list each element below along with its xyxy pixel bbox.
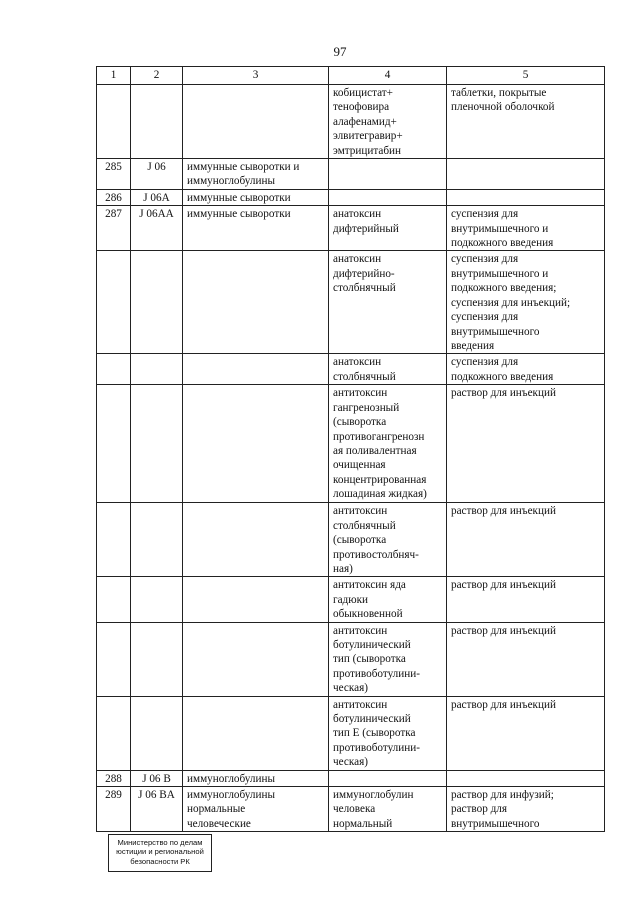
table-row [97, 770, 605, 786]
row-number-cell [97, 696, 131, 770]
dosage-form-cell [447, 770, 605, 786]
row-number-cell: 286 [97, 189, 131, 205]
dosage-form-cell: суспензия для внутримышечного и подкожного введения [447, 206, 605, 251]
dosage-form-cell: суспензия для подкожного введения [447, 354, 605, 385]
atc-group-cell [183, 251, 329, 354]
row-number-cell [97, 385, 131, 503]
atc-code-cell: J 06 BA [131, 787, 183, 832]
dosage-form-cell: раствор для инъекций [447, 503, 605, 577]
table-row [97, 622, 605, 696]
atc-code-cell: J 06A [131, 189, 183, 205]
table-row [97, 206, 605, 251]
table-row [97, 787, 605, 832]
drug-name-cell [329, 189, 447, 205]
drug-name-cell: иммуноглобулин человека нормальный [329, 787, 447, 832]
atc-group-cell [183, 354, 329, 385]
row-number-cell [97, 577, 131, 622]
column-header: 3 [183, 67, 329, 85]
atc-group-cell [183, 622, 329, 696]
table-row [97, 385, 605, 503]
atc-group-cell: иммуноглобулины [183, 770, 329, 786]
table-row [97, 189, 605, 205]
atc-code-cell: J 06 [131, 159, 183, 190]
dosage-form-cell [447, 189, 605, 205]
column-header: 1 [97, 67, 131, 85]
atc-code-cell [131, 85, 183, 159]
atc-code-cell [131, 385, 183, 503]
atc-group-cell [183, 385, 329, 503]
table-row [97, 85, 605, 159]
row-number-cell: 289 [97, 787, 131, 832]
table-row [97, 577, 605, 622]
row-number-cell [97, 622, 131, 696]
dosage-form-cell: раствор для инъекций [447, 622, 605, 696]
atc-code-cell [131, 622, 183, 696]
dosage-form-cell: таблетки, покрытые пленочной оболочкой [447, 85, 605, 159]
atc-group-cell: иммунные сыворотки [183, 189, 329, 205]
atc-code-cell [131, 354, 183, 385]
column-header: 4 [329, 67, 447, 85]
dosage-form-cell [447, 159, 605, 190]
dosage-form-cell: раствор для инъекций [447, 385, 605, 503]
table-row [97, 696, 605, 770]
drug-name-cell: анатоксин дифтерийно- столбнячный [329, 251, 447, 354]
table-header-row [97, 67, 605, 85]
column-header: 2 [131, 67, 183, 85]
drug-name-cell: кобицистат+ тенофовира алафенамид+ элвитегравир+ эмтрицитабин [329, 85, 447, 159]
dosage-form-cell: раствор для инъекций [447, 577, 605, 622]
drug-name-cell: антитоксин ботулинический тип Е (сыворотка противоботулини- ческая) [329, 696, 447, 770]
table-row [97, 354, 605, 385]
atc-code-cell [131, 251, 183, 354]
drug-name-cell [329, 159, 447, 190]
row-number-cell [97, 251, 131, 354]
drug-name-cell: антитоксин ботулинический тип (сыворотка противоботулини- ческая) [329, 622, 447, 696]
atc-code-cell: J 06AA [131, 206, 183, 251]
atc-code-cell [131, 503, 183, 577]
atc-group-cell [183, 577, 329, 622]
drug-name-cell: анатоксин дифтерийный [329, 206, 447, 251]
dosage-form-cell: раствор для инъекций [447, 696, 605, 770]
column-header: 5 [447, 67, 605, 85]
atc-group-cell [183, 85, 329, 159]
atc-code-cell: J 06 B [131, 770, 183, 786]
drug-name-cell: антитоксин столбнячный (сыворотка противостолбняч- ная) [329, 503, 447, 577]
table-row [97, 159, 605, 190]
dosage-form-cell: суспензия для внутримышечного и подкожного введения; суспензия для инъекций; суспензия для внутримышечного введения [447, 251, 605, 354]
row-number-cell [97, 85, 131, 159]
drug-register-table [96, 66, 605, 832]
atc-code-cell [131, 696, 183, 770]
ministry-stamp: Министерство по делам юстиции и региональной безопасности РК [108, 834, 212, 872]
atc-group-cell: иммуноглобулины нормальные человеческие [183, 787, 329, 832]
dosage-form-cell: раствор для инфузий; раствор для внутримышечного [447, 787, 605, 832]
table-row [97, 251, 605, 354]
atc-group-cell: иммунные сыворотки и иммуноглобулины [183, 159, 329, 190]
drug-name-cell: антитоксин яда гадюки обыкновенной [329, 577, 447, 622]
drug-name-cell: антитоксин гангренозный (сыворотка противогангренозн ая поливалентная очищенная концентрированная лошадиная жидкая) [329, 385, 447, 503]
atc-code-cell [131, 577, 183, 622]
row-number-cell [97, 354, 131, 385]
row-number-cell: 288 [97, 770, 131, 786]
atc-group-cell: иммунные сыворотки [183, 206, 329, 251]
row-number-cell: 287 [97, 206, 131, 251]
drug-name-cell: анатоксин столбнячный [329, 354, 447, 385]
row-number-cell: 285 [97, 159, 131, 190]
page-number: 97 [333, 44, 347, 59]
table-row [97, 503, 605, 577]
row-number-cell [97, 503, 131, 577]
drug-name-cell [329, 770, 447, 786]
atc-group-cell [183, 503, 329, 577]
atc-group-cell [183, 696, 329, 770]
